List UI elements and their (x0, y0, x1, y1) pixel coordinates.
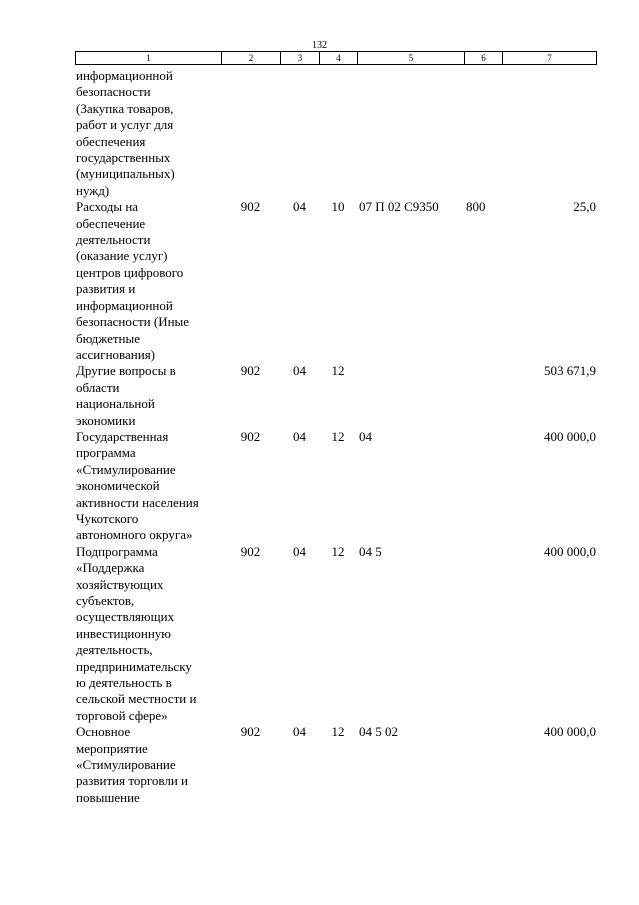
row-name-line: (оказание услуг) (76, 248, 168, 264)
row-name-line: торговой сфере» (76, 707, 168, 723)
table-row (75, 199, 596, 363)
row-name-line: «Поддержка (76, 560, 145, 576)
expense-type-cell (464, 363, 502, 429)
amount-cell: 400 000,0 (544, 724, 596, 740)
grbs-code-cell: 902 (240, 428, 261, 444)
table-row (75, 68, 596, 199)
expense-type-cell (464, 68, 502, 199)
row-name-cell (75, 544, 221, 724)
row-name-line: «Стимулирование (76, 757, 176, 773)
subsection-code-cell: 12 (331, 428, 345, 444)
row-name-line: «Стимулирование (76, 461, 176, 477)
row-name-line: Другие вопросы в (76, 363, 176, 379)
header-col-7: 7 (503, 52, 597, 65)
row-name-line: повышение (76, 789, 140, 805)
header-col-1: 1 (76, 52, 222, 65)
row-name-line: деятельность, (76, 642, 153, 658)
table-row (75, 429, 596, 544)
section-code-cell: 04 (293, 543, 306, 559)
header-row (76, 52, 597, 65)
header-col-3: 3 (281, 52, 320, 65)
table-row (75, 363, 596, 429)
row-name-line: предпринимательску (76, 658, 192, 674)
subsection-code-cell: 10 (331, 199, 345, 215)
row-name-line: обеспечение (76, 215, 146, 231)
row-name-cell (75, 429, 221, 544)
target-article-cell: 07 П 02 С9350 (359, 199, 439, 215)
subsection-code-cell (319, 68, 357, 199)
budget-table (75, 68, 596, 806)
row-name-line: активности населения (76, 494, 199, 510)
row-name-line: субъектов, (76, 593, 135, 608)
section-code-cell: 04 (293, 724, 306, 740)
header-col-6: 6 (465, 52, 503, 65)
target-article-cell: 04 (359, 428, 372, 444)
header-col-4: 4 (320, 52, 358, 65)
expense-type-cell (464, 724, 502, 806)
row-name-line: развития и (76, 281, 136, 297)
row-name-line: Чукотского (76, 510, 139, 526)
table-row (75, 724, 596, 806)
budget-table-body (75, 68, 596, 806)
row-name-line: безопасности (Иные (76, 314, 190, 330)
row-name-line: Государственная (76, 428, 169, 444)
grbs-code-cell: 902 (240, 199, 261, 215)
page-number: 132 (312, 40, 327, 51)
row-name-line: сельской местности и (76, 691, 197, 707)
section-code-cell: 04 (293, 363, 306, 379)
row-name-line: области (76, 379, 120, 395)
row-name-line: нужд) (76, 182, 110, 198)
row-name-line: национальной (76, 396, 155, 412)
expense-type-cell: 800 (466, 199, 486, 215)
amount-cell (502, 68, 596, 199)
expense-type-cell (464, 544, 502, 724)
grbs-code-cell: 902 (240, 724, 261, 740)
row-name-line: обеспечения (76, 133, 146, 149)
row-name-line: развития торговли и (76, 773, 189, 789)
row-name-line: осуществляющих (76, 609, 175, 625)
target-article-cell: 04 5 (359, 543, 382, 559)
row-name-line: государственных (76, 150, 171, 166)
amount-cell: 400 000,0 (544, 543, 596, 559)
row-name-line: (Закупка товаров, (76, 100, 174, 116)
row-name-line: программа (76, 445, 136, 461)
row-name-cell (75, 68, 221, 199)
row-name-line: бюджетные (76, 330, 141, 346)
row-name-line: инвестиционную (76, 625, 172, 641)
grbs-code-cell: 902 (240, 543, 261, 559)
subsection-code-cell: 12 (331, 543, 345, 559)
row-name-line: безопасности (76, 84, 151, 100)
row-name-cell (75, 363, 221, 429)
row-name-line: экономики (76, 412, 136, 428)
amount-cell: 25,0 (573, 199, 596, 215)
row-name-line: Основное (76, 724, 131, 740)
header-col-5: 5 (358, 52, 465, 65)
column-number-header (75, 51, 597, 65)
target-article-cell (357, 68, 464, 199)
row-name-line: ассигнования) (76, 346, 156, 362)
row-name-cell (75, 724, 221, 806)
row-name-line: экономической (76, 478, 160, 494)
row-name-line: информационной (76, 68, 173, 83)
header-col-2: 2 (222, 52, 281, 65)
row-name-cell (75, 199, 221, 363)
section-code-cell (280, 68, 319, 199)
table-row (75, 544, 596, 724)
row-name-line: информационной (76, 297, 173, 313)
grbs-code-cell: 902 (240, 363, 261, 379)
row-name-line: мероприятие (76, 740, 148, 756)
row-name-line: ю деятельность в (76, 675, 172, 691)
row-name-line: Подпрограмма (76, 543, 158, 559)
row-name-line: работ и услуг для (76, 117, 174, 133)
section-code-cell: 04 (293, 199, 306, 215)
amount-cell: 400 000,0 (544, 428, 596, 444)
row-name-line: деятельности (76, 232, 151, 248)
subsection-code-cell: 12 (331, 724, 345, 740)
target-article-cell: 04 5 02 (359, 724, 398, 740)
target-article-cell (357, 363, 464, 429)
grbs-code-cell (221, 68, 280, 199)
amount-cell: 503 671,9 (544, 363, 596, 379)
row-name-line: центров цифрового (76, 264, 184, 280)
row-name-line: автономного округа» (76, 527, 193, 543)
expense-type-cell (464, 429, 502, 544)
row-name-line: (муниципальных) (76, 166, 175, 182)
section-code-cell: 04 (293, 428, 306, 444)
row-name-line: хозяйствующих (76, 576, 164, 592)
row-name-line: Расходы на (76, 199, 139, 215)
subsection-code-cell: 12 (331, 363, 345, 379)
